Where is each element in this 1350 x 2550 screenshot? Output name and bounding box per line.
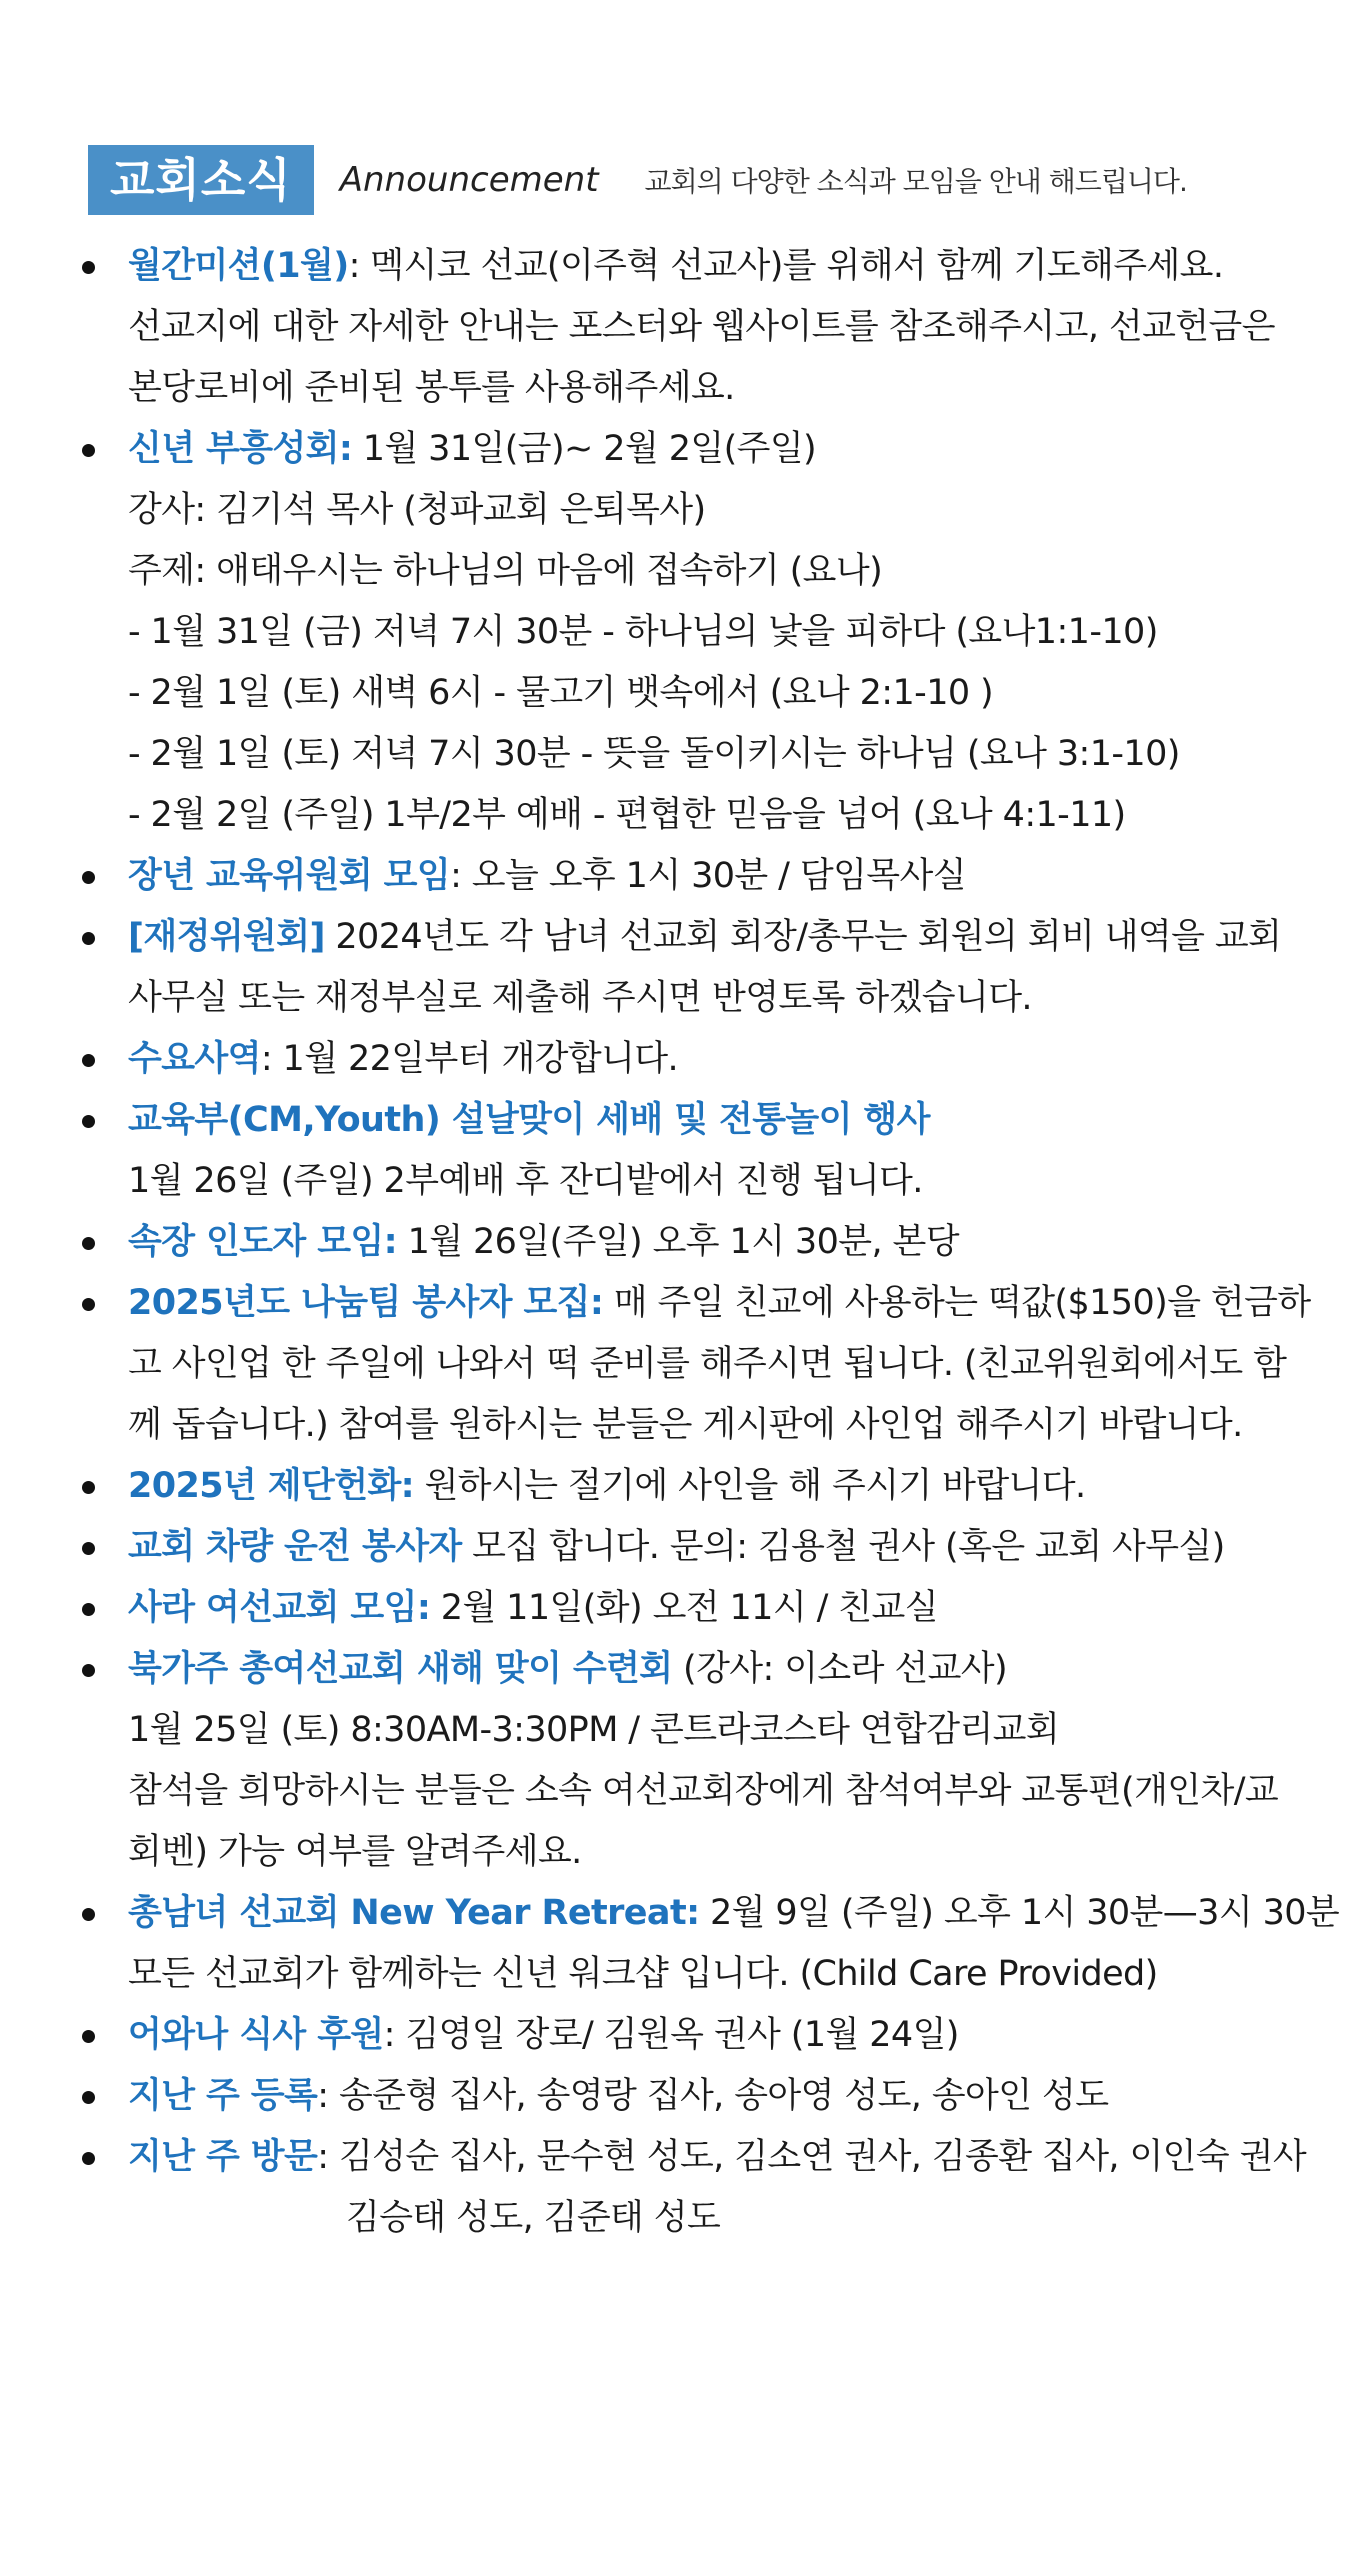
item-text: 원하시는 절기에 사인을 해 주시기 바랍니다. xyxy=(414,1466,1086,1506)
announcement-list xyxy=(0,236,1350,2249)
item-title: 2025년 제단헌화: xyxy=(128,1466,415,1506)
bullet-icon xyxy=(82,2152,95,2165)
item-text: 2024년도 각 남녀 선교회 회장/총무는 회원의 회비 내역을 교회 xyxy=(324,917,1282,957)
item-text: 주제: 애태우시는 하나님의 마음에 접속하기 (요나) xyxy=(128,551,883,591)
item-text: : 송준형 집사, 송영랑 집사, 송아영 성도, 송아인 성도 xyxy=(317,2076,1109,2116)
item-text: 참석을 희망하시는 분들은 소속 여선교회장에게 참석여부와 교통편(개인차/교 xyxy=(128,1771,1279,1811)
item-text: : 오늘 오후 1시 30분 / 담임목사실 xyxy=(450,856,966,896)
item-title: 속장 인도자 모임: xyxy=(128,1222,398,1262)
item-text: - 1월 31일 (금) 저녁 7시 30분 - 하나님의 낯을 피하다 (요나1:1-10) xyxy=(128,612,1158,652)
item-text: (강사: 이소라 선교사) xyxy=(672,1649,1008,1689)
item-title: 북가주 총여선교회 새해 맞이 수련회 xyxy=(128,1649,673,1689)
bullet-icon xyxy=(82,2030,95,2043)
announcement-registration xyxy=(0,2066,1350,2127)
item-text: - 2월 1일 (토) 저녁 7시 30분 - 뜻을 돌이키시는 하나님 (요나 3:1-10) xyxy=(128,734,1180,774)
item-text: 김승태 성도, 김준태 성도 xyxy=(346,2198,721,2238)
item-title: [재정위원회] xyxy=(128,917,325,957)
item-title: 장년 교육위원회 모임 xyxy=(128,856,451,896)
item-text: : 1월 22일부터 개강합니다. xyxy=(260,1039,679,1079)
item-text: 모든 선교회가 함께하는 신년 워크샵 입니다. (Child Care Provided) xyxy=(128,1954,1158,1994)
item-title: 월간미션(1월) xyxy=(128,246,349,286)
bullet-icon xyxy=(82,1664,95,1677)
bullet-icon xyxy=(82,871,95,884)
item-title: 어와나 식사 후원 xyxy=(128,2015,384,2055)
bullet-icon xyxy=(82,1054,95,1067)
item-text: : 김성순 집사, 문수현 성도, 김소연 권사, 김종환 집사, 이인숙 권사 xyxy=(317,2137,1307,2177)
announcement-wednesday xyxy=(0,1029,1350,1090)
bullet-icon xyxy=(82,444,95,457)
announcement-lunar-new-year xyxy=(0,1090,1350,1212)
section-subtitle-en: Announcement xyxy=(339,160,599,200)
bullet-icon xyxy=(82,932,95,945)
item-text: 매 주일 친교에 사용하는 떡값($150)을 헌금하 xyxy=(603,1283,1311,1323)
item-title: 교회 차량 운전 봉사자 xyxy=(128,1527,462,1567)
bullet-icon xyxy=(82,1481,95,1494)
announcement-education-meeting xyxy=(0,846,1350,907)
bullet-icon xyxy=(82,1542,95,1555)
item-text: 본당로비에 준비된 봉투를 사용해주세요. xyxy=(128,368,735,408)
announcement-visitors xyxy=(0,2127,1350,2249)
announcement-awana-meal xyxy=(0,2005,1350,2066)
item-text: 1월 26일 (주일) 2부예배 후 잔디밭에서 진행 됩니다. xyxy=(128,1161,923,1201)
announcement-leaders-meeting xyxy=(0,1212,1350,1273)
bullet-icon xyxy=(82,1237,95,1250)
bullet-icon xyxy=(82,261,95,274)
item-title: 사라 여선교회 모임: xyxy=(128,1588,431,1628)
announcement-revival xyxy=(0,419,1350,846)
announcement-sarah-meeting xyxy=(0,1578,1350,1639)
bullet-icon xyxy=(82,1603,95,1616)
item-text: : 멕시코 선교(이주혁 선교사)를 위해서 함께 기도해주세요. xyxy=(348,246,1224,286)
item-title: 지난 주 등록 xyxy=(128,2076,318,2116)
announcement-drivers xyxy=(0,1517,1350,1578)
section-header xyxy=(88,145,1187,215)
item-text: 모집 합니다. 문의: 김용철 권사 (혹은 교회 사무실) xyxy=(461,1527,1225,1567)
item-title: 신년 부흥성회: xyxy=(128,429,353,469)
bullet-icon xyxy=(82,1908,95,1921)
item-title: 총남녀 선교회 New Year Retreat: xyxy=(128,1893,700,1933)
item-title: 지난 주 방문 xyxy=(128,2137,318,2177)
item-text: 사무실 또는 재정부실로 제출해 주시면 반영토록 하겠습니다. xyxy=(128,978,1032,1018)
bullet-icon xyxy=(82,1115,95,1128)
item-text: 고 사인업 한 주일에 나와서 떡 준비를 해주시면 됩니다. (친교위원회에서도 함 xyxy=(128,1344,1287,1384)
item-text: - 2월 2일 (주일) 1부/2부 예배 - 편협한 믿음을 넘어 (요나 4:1-11) xyxy=(128,795,1126,835)
item-text: : 김영일 장로/ 김원옥 권사 (1월 24일) xyxy=(383,2015,959,2055)
announcement-womens-retreat xyxy=(0,1639,1350,1883)
announcement-altar-flowers xyxy=(0,1456,1350,1517)
item-text: 선교지에 대한 자세한 안내는 포스터와 웹사이트를 참조해주시고, 선교헌금은 xyxy=(128,307,1275,347)
item-text: 2월 9일 (주일) 오후 1시 30분—3시 30분 xyxy=(699,1893,1340,1933)
item-text: 1월 25일 (토) 8:30AM-3:30PM / 콘트라코스타 연합감리교회 xyxy=(128,1710,1060,1750)
item-title: 2025년도 나눔팀 봉사자 모집: xyxy=(128,1283,604,1323)
announcement-new-year-retreat xyxy=(0,1883,1350,2005)
item-text: 께 돕습니다.) 참여를 원하시는 분들은 게시판에 사인업 해주시기 바랍니다. xyxy=(128,1405,1243,1445)
item-text: - 2월 1일 (토) 새벽 6시 - 물고기 뱃속에서 (요나 2:1-10 ) xyxy=(128,673,994,713)
section-description: 교회의 다양한 소식과 모임을 안내 해드립니다. xyxy=(644,165,1187,198)
item-text: 1월 31일(금)~ 2월 2일(주일) xyxy=(352,429,817,469)
item-title: 수요사역 xyxy=(128,1039,261,1079)
announcement-monthly-mission xyxy=(0,236,1350,419)
announcement-sharing-team xyxy=(0,1273,1350,1456)
bullet-icon xyxy=(82,1298,95,1311)
item-text: 회벤) 가능 여부를 알려주세요. xyxy=(128,1832,582,1872)
item-title: 교육부(CM,Youth) 설날맞이 세배 및 전통놀이 행사 xyxy=(128,1100,930,1140)
item-text: 1월 26일(주일) 오후 1시 30분, 본당 xyxy=(397,1222,959,1262)
announcement-finance xyxy=(0,907,1350,1029)
item-text: 강사: 김기석 목사 (청파교회 은퇴목사) xyxy=(128,490,706,530)
section-title-badge: 교회소식 xyxy=(88,145,314,215)
bullet-icon xyxy=(82,2091,95,2104)
item-text: 2월 11일(화) 오전 11시 / 친교실 xyxy=(430,1588,938,1628)
